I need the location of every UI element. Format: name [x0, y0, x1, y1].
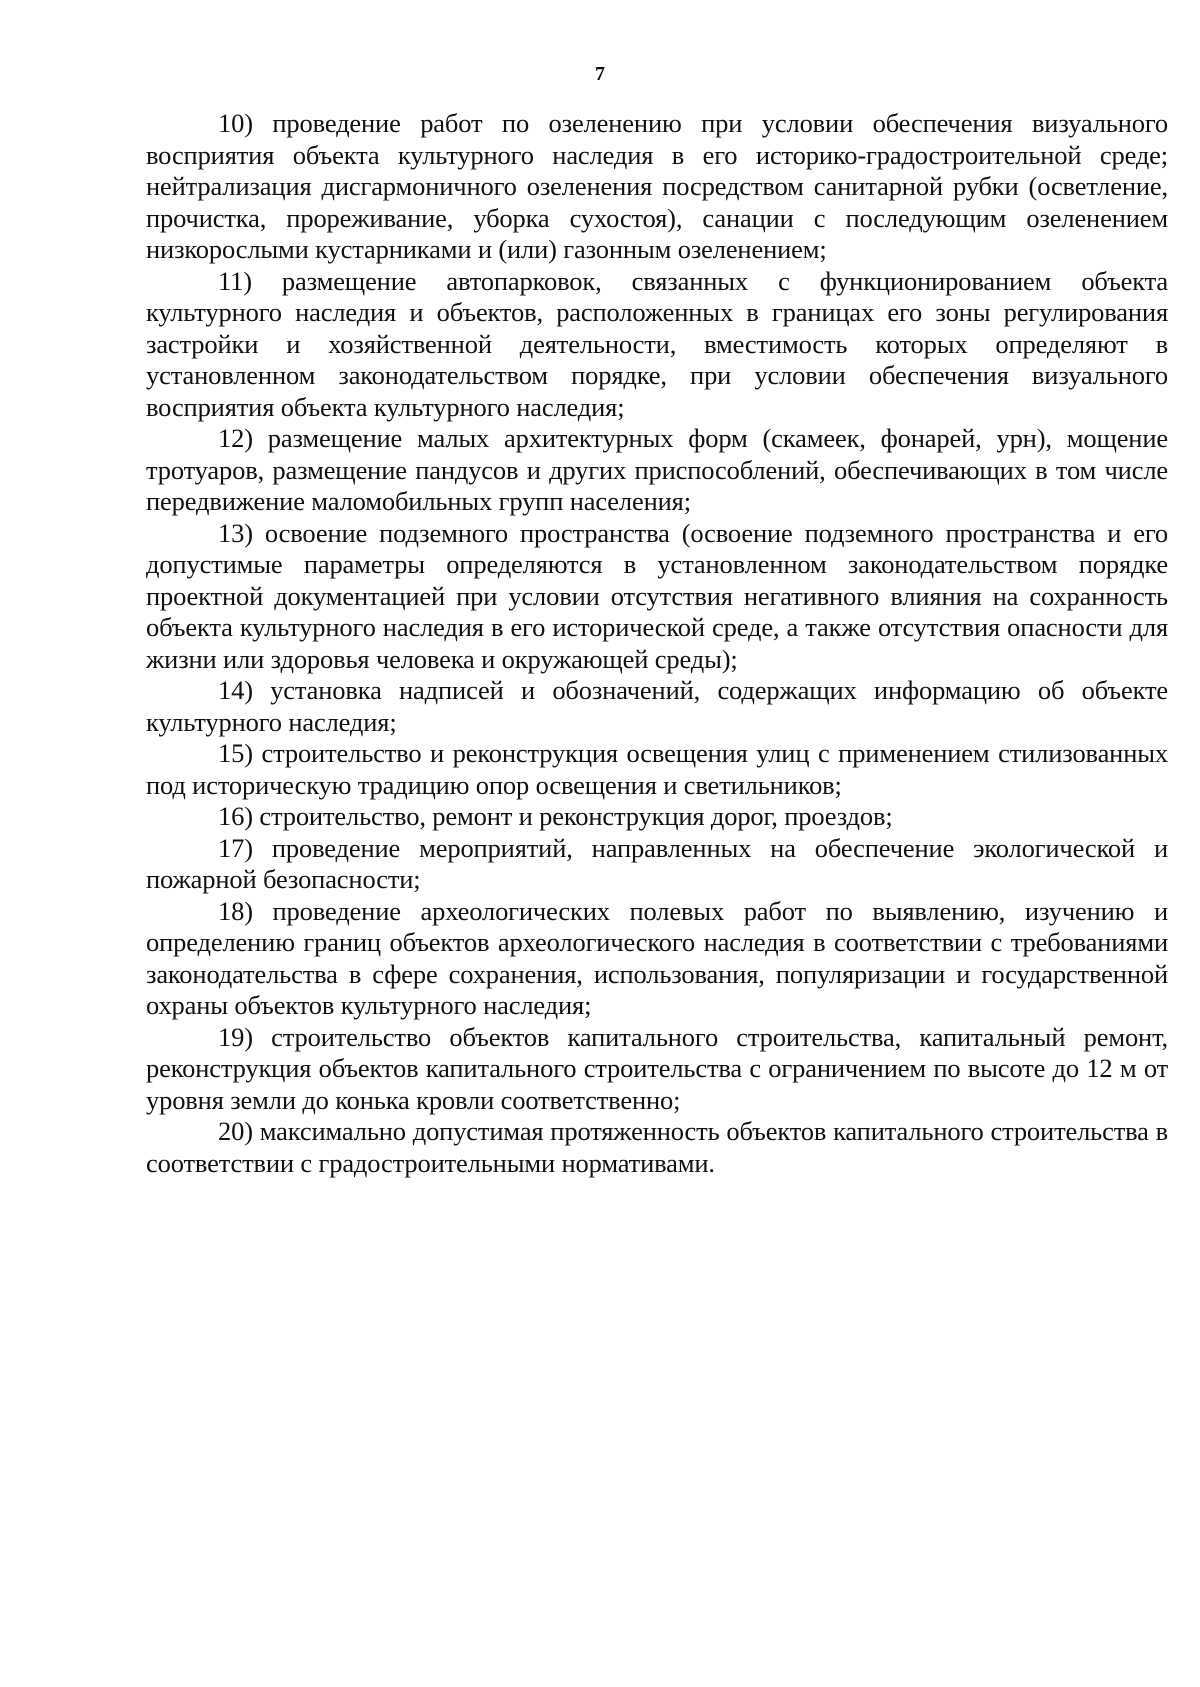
list-item-20: 20) максимально допустимая протяженность объектов капитального строительства в соответствии с градостроительными нормативами.	[146, 1116, 1168, 1178]
page-number: 7	[595, 63, 605, 85]
list-item-12: 12) размещение малых архитектурных форм (скамеек, фонарей, урн), мощение тротуаров, размещение пандусов и других приспособлений, обеспечивающих в том числе передвижение маломобильных групп населения;	[146, 423, 1168, 516]
list-item-11: 11) размещение автопарковок, связанных с функционированием объекта культурного наследия и объектов, расположенных в границах его зоны регулирования застройки и хозяйственной деятельности, вместимость которых определяют в установленном законодательством порядке, при условии обеспечения визуального восприятия объекта культурного наследия;	[146, 265, 1168, 422]
list-item-16: 16) строительство, ремонт и реконструкция дорог, проездов;	[218, 801, 893, 831]
list-item-14: 14) установка надписей и обозначений, содержащих информацию об объекте культурного наследия;	[146, 675, 1168, 737]
list-item-19: 19) строительство объектов капитального строительства, капитальный ремонт, реконструкция объектов капитального строительства с ограничением по высоте до 12 м от уровня земли до конька кровли соответственно;	[146, 1021, 1168, 1115]
document-body	[146, 108, 1168, 1179]
list-item-18: 18) проведение археологических полевых работ по выявлению, изучению и определению границ объектов археологического наследия в соответствии с требованиями законодательства в сфере сохранения, использования, популяризации и государственной охраны объектов культурного наследия;	[146, 895, 1168, 1020]
list-item-10: 10) проведение работ по озеленению при условии обеспечения визуального восприятия объекта культурного наследия в его историко-градостроительной среде; нейтрализация дисгармоничного озеленения посредством санитарной рубки (осветление, прочистка, прореживание, уборка сухостоя), санации с последующим озеленением низкорослыми кустарниками и (или) газонным озеленением;	[146, 108, 1168, 264]
list-item-15: 15) строительство и реконструкция освещения улиц с применением стилизованных под историческую традицию опор освещения и светильников;	[146, 738, 1168, 800]
list-item-13: 13) освоение подземного пространства (освоение подземного пространства и его допустимые параметры определяются в установленном законодательством порядке проектной документацией при условии отсутствия негативного влияния на сохранность объекта культурного наследия в его исторической среде, а также отсутствия опасности для жизни или здоровья человека и окружающей среды);	[146, 517, 1168, 674]
list-item-17: 17) проведение мероприятий, направленных на обеспечение экологической и пожарной безопасности;	[146, 832, 1168, 894]
